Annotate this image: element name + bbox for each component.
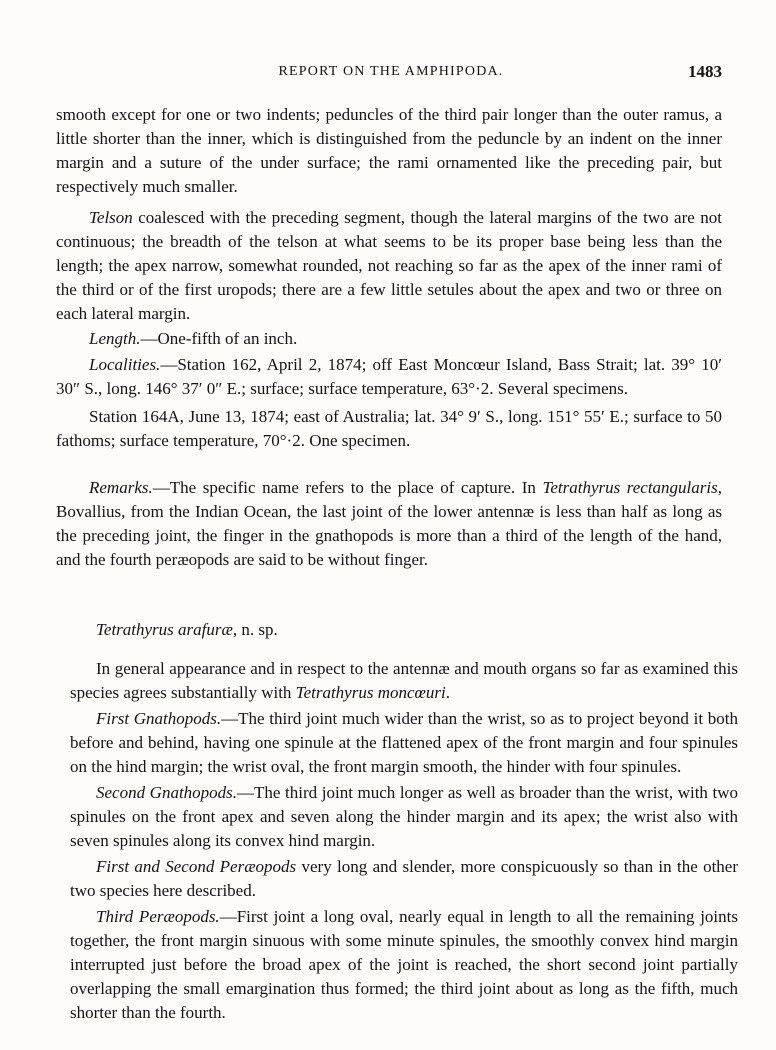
paragraph-first-second-peraeopods: First and Second Peræopods very long and slender, more conspicuously so than in the other two species here described.: [70, 857, 739, 900]
first-second-peraeopods-label: First and Second Peræopods: [96, 857, 297, 876]
paragraph-third-peraeopods: Third Peræopods.—First joint a long oval, nearly equal in length to all the remaining joints together, the front margin sinuous with some minute spinules, the smoothly convex hind margin interrupted just before the broad apex of the joint is reached, the short second joint partially overlapping the small emargination thus formed; the third joint about as long as the fifth, much shorter than the fourth.: [70, 907, 738, 1022]
running-title: REPORT ON THE AMPHIPODA.: [278, 64, 504, 79]
paragraph-second-gnathopods: Second Gnathopods.—The third joint much longer as well as broader than the wrist, with two spinules on the front apex and seven along the hinder margin and its apex; the wrist also with seven spinules along its convex hind margin.: [70, 783, 738, 850]
second-gnathopods-label: Second Gnathopods.: [96, 783, 238, 802]
first-gnathopods-label: First Gnathopods.: [96, 709, 222, 728]
localities-label: Localities.: [89, 355, 161, 374]
paragraph-localities: Localities.—Station 162, April 2, 1874; off East Moncœur Island, Bass Strait; lat. 39° 10′ 30″ S., long. 146° 37′ 0″ E.; surface; surface temperature, 63°·2. Several specimens.: [56, 355, 722, 398]
paragraph-general: In general appearance and in respect to the antennæ and mouth organs so far as examined this species agrees substantially with Tetrathyrus moncœuri.: [70, 659, 738, 702]
paragraph-station-164a: Station 164A, June 13, 1874; east of Australia; lat. 34° 9′ S., long. 151° 55′ E.; surface to 50 fathoms; surface temperature, 70°·2. One specimen.: [56, 407, 723, 450]
paragraph-remarks: Remarks.—The specific name refers to the place of capture. In Tetrathyrus rectangularis, Bovallius, from the Indian Ocean, the last joint of the lower antennæ is less than half as long as the preceding joint, the finger in the gnathopods is more than a third of the length of the hand, and the fourth peræopods are said to be without finger.: [56, 478, 722, 569]
section-upper: [56, 103, 722, 572]
page-number: 1483: [688, 62, 722, 81]
species-heading: Tetrathyrus arafuræ, n. sp.: [96, 620, 278, 639]
paragraph-telson: Telson coalesced with the preceding segment, though the lateral margins of the two are not continuous; the breadth of the telson at what seems to be its proper base being less than the length; the apex narrow, somewhat rounded, not reaching so far as the apex of the inner rami of the third or of the first uropods; there are a few little setules about the apex and two or three on each lateral margin.: [56, 208, 722, 323]
species-moncoeuri: Tetrathyrus moncœuri: [295, 683, 446, 702]
third-peraeopods-label: Third Peræopods.: [96, 907, 220, 926]
paragraph-first-gnathopods: First Gnathopods.—The third joint much wider than the wrist, so as to project beyond it both before and behind, having one spinule at the flattened apex of the front margin and four spinules on the hind margin; the wrist oval, the front margin smooth, the hinder with four spinules.: [70, 709, 738, 776]
telson-label: Telson: [89, 208, 133, 227]
running-header: [60, 62, 722, 84]
paragraph-uropods: smooth except for one or two indents; peduncles of the third pair longer than the outer ramus, a little shorter than the inner, which is distinguished from the peduncle by an indent on the inner margin and a suture of the under surface; the rami ornamented like the preceding pair, but respectively much smaller.: [56, 105, 722, 196]
paragraph-length: Length.—One-fifth of an inch.: [89, 329, 298, 348]
length-label: Length.: [89, 329, 141, 348]
remarks-label: Remarks.: [89, 478, 153, 497]
species-rectangularis: Tetrathyrus rectangularis: [542, 478, 718, 497]
section-lower: [70, 657, 738, 1025]
